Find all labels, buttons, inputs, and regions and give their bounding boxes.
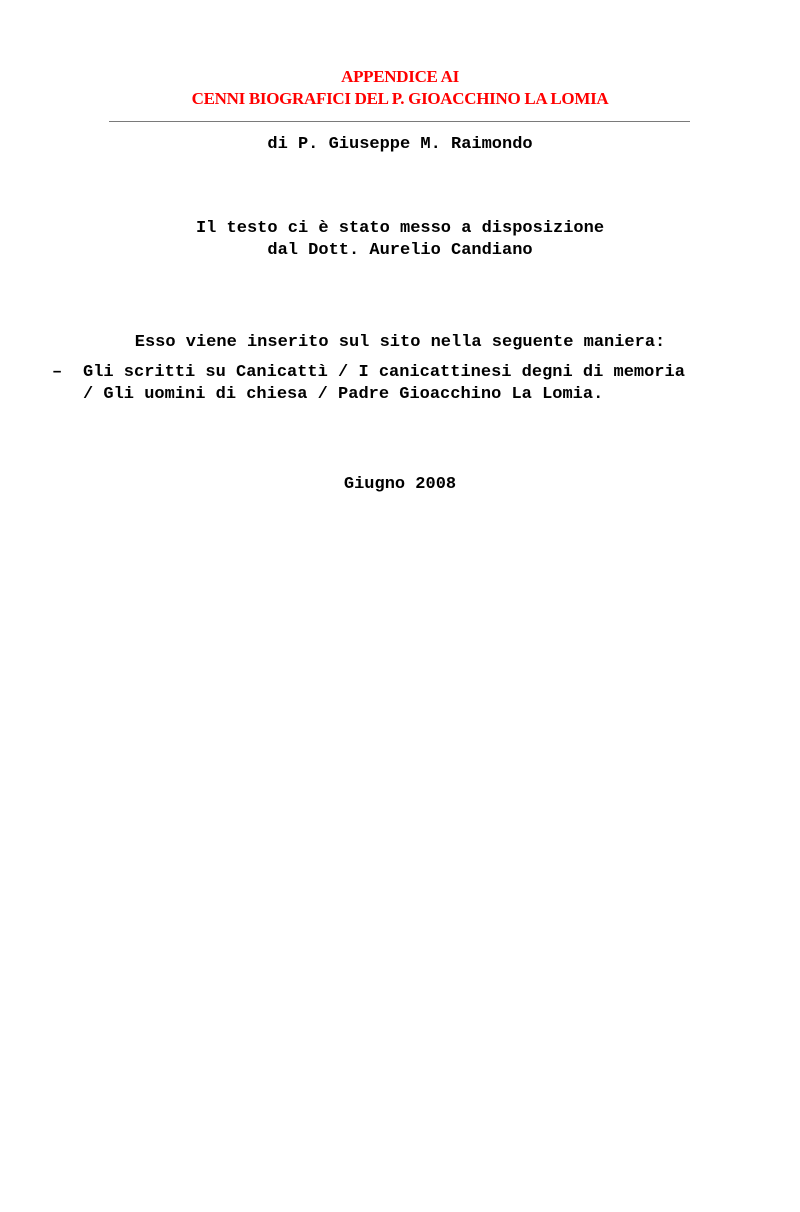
author-line: di P. Giuseppe M. Raimondo (267, 135, 533, 154)
site-path-line-1: Gli scritti su Canicattì / I canicattinesi degni di memoria (83, 363, 685, 382)
credit-line-2: dal Dott. Aurelio Candiano (267, 241, 533, 260)
title-line-2: CENNI BIOGRAFICI DEL P. GIOACCHINO LA LOMIA (191, 89, 609, 108)
placement-intro: Esso viene inserito sul sito nella seguente maniera: (134, 333, 666, 352)
list-bullet: – (52, 363, 63, 382)
title-line-1: APPENDICE AI (341, 67, 459, 86)
site-path-line-2: / Gli uomini di chiesa / Padre Gioacchino La Lomia. (83, 385, 604, 404)
site-path-text (83, 362, 773, 406)
title-divider (109, 121, 690, 122)
document-title (0, 66, 800, 110)
credit-line-1: Il testo ci è stato messo a disposizione (195, 219, 605, 238)
credit-note (0, 218, 800, 262)
document-date: Giugno 2008 (343, 475, 457, 494)
